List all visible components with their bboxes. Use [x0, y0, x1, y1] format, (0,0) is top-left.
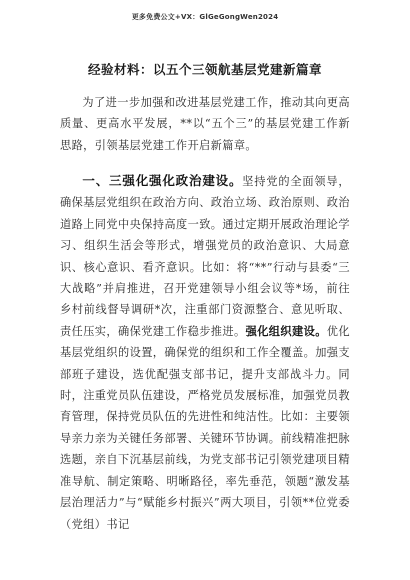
section-1-paragraph: [60, 170, 350, 535]
section-1-text-1: 坚持党的全面领导，确保基层党组织在政治方向、政治立场、政治原则、政治道路上同党中央保持高度一致。通过定期开展政治理论学习、组织生活会等形式，增强党员的政治意识、大局意识、核心意识、看齐意识。比如：将“**”行动与县委“三大战略”并肩推进，召开党建领导小组会议等*场，前往乡村前线督导调研*次，注重部门资源整合、意见听取、责任压实，确保党建工作稳步推进。: [60, 175, 350, 338]
intro-paragraph: 为了进一步加强和改进基层党建工作，推动其向更高质量、更高水平发展，**以“五个三”的基层党建工作新思路，引领基层党建工作开启新篇章。: [60, 96, 350, 152]
section-1-text-2: 优化基层党组织的设置，确保党的组织和工作全覆盖。加强支部班子建设，选优配强支部书记，提升支部战斗力。同时，注重党员队伍建设，严格党员发展标准，加强党员教育管理，保持党员队伍的先进性和纯洁性。比如：主要领导亲力亲为关键任务部署、关键环节协调。前线精准把脉选题，亲自下沉基层前线，为党支部书记引领党建项目精准导航、制定策略、明晰路径，率先垂范，领题“激发基层治理活力”与“赋能乡村振兴”两大项目，引领**位党委（党组）书记: [60, 324, 350, 531]
header-note: 更多免费公文+VX：GlGeGongWen2024: [131, 13, 279, 21]
section-1: [60, 170, 350, 535]
page-title: 经验材料：以五个三领航基层党建新篇章: [87, 62, 322, 77]
section-1-heading: 一、三强化强化政治建设。: [82, 173, 243, 188]
intro-block: [60, 92, 350, 156]
section-1-subheading: 强化组织建设。: [245, 323, 327, 338]
